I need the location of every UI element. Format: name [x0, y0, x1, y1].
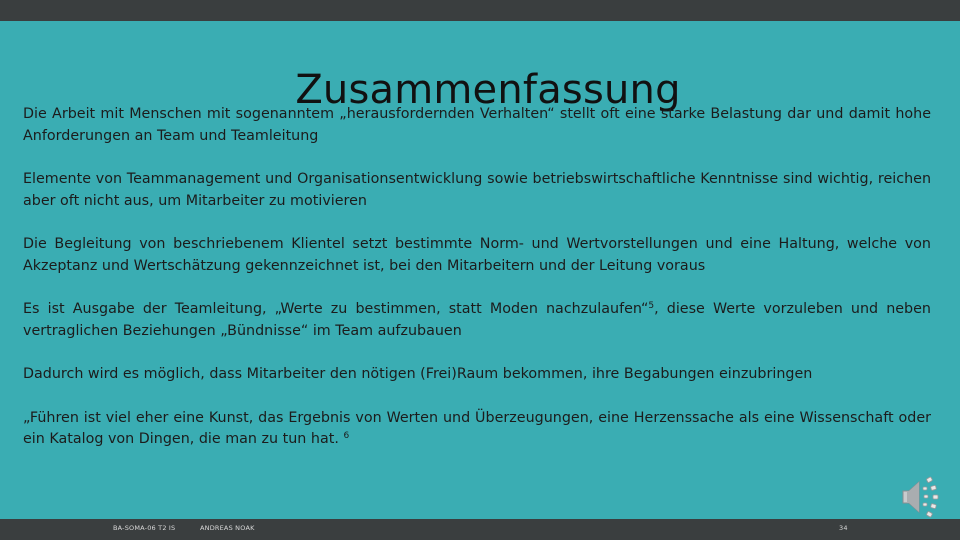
footer-author: ANDREAS NOAK: [200, 524, 255, 532]
top-bar: [0, 0, 960, 21]
footer-course-code: BA-SOMA-06 T2 IS: [113, 524, 176, 532]
paragraph-6: „Führen ist viel eher eine Kunst, das Ergebnis von Werten und Überzeugungen, eine Herzenssache als eine Wissenschaft oder ein Katalog von Dingen, die man zu tun hat. $^6$: [23, 409, 931, 447]
speaker-audio-icon[interactable]: [893, 473, 943, 521]
slide-title: Zusammenfassung: [295, 66, 681, 113]
paragraph-2: Elemente von Teammanagement und Organisationsentwicklung sowie betriebswirtschaftliche Kenntnisse sind wichtig, reichen aber oft nicht aus, um Mitarbeiter zu motivieren: [23, 171, 931, 209]
paragraph-3: Die Begleitung von beschriebenem Klientel setzt bestimmte Norm- und Wertvorstellungen und eine Haltung, welche von Akzeptanz und Wertschätzung gekennzeichnet ist, bei den Mitarbeitern und der Leitung voraus: [23, 236, 931, 274]
footnote-ref-5: 5: [648, 301, 655, 311]
footnote-ref-6: 6: [343, 431, 350, 441]
paragraph-1: Die Arbeit mit Menschen mit sogenanntem „herausfordernden Verhalten“ stellt oft eine starke Belastung dar und damit hohe Anforderungen an Team und Teamleitung: [23, 106, 931, 144]
paragraph-4: Es ist Ausgabe der Teamleitung, „Werte zu bestimmen, statt Moden nachzulaufen“$^5$, diese Werte vorzuleben und neben vertraglichen Beziehungen „Bündnisse“ im Team aufzubauen: [23, 301, 931, 339]
paragraph-5: Dadurch wird es möglich, dass Mitarbeiter den nötigen (Frei)Raum bekommen, ihre Begabungen einzubringen: [23, 366, 813, 382]
slide-content: [23, 104, 931, 473]
footer-page-number: 34: [839, 524, 848, 532]
